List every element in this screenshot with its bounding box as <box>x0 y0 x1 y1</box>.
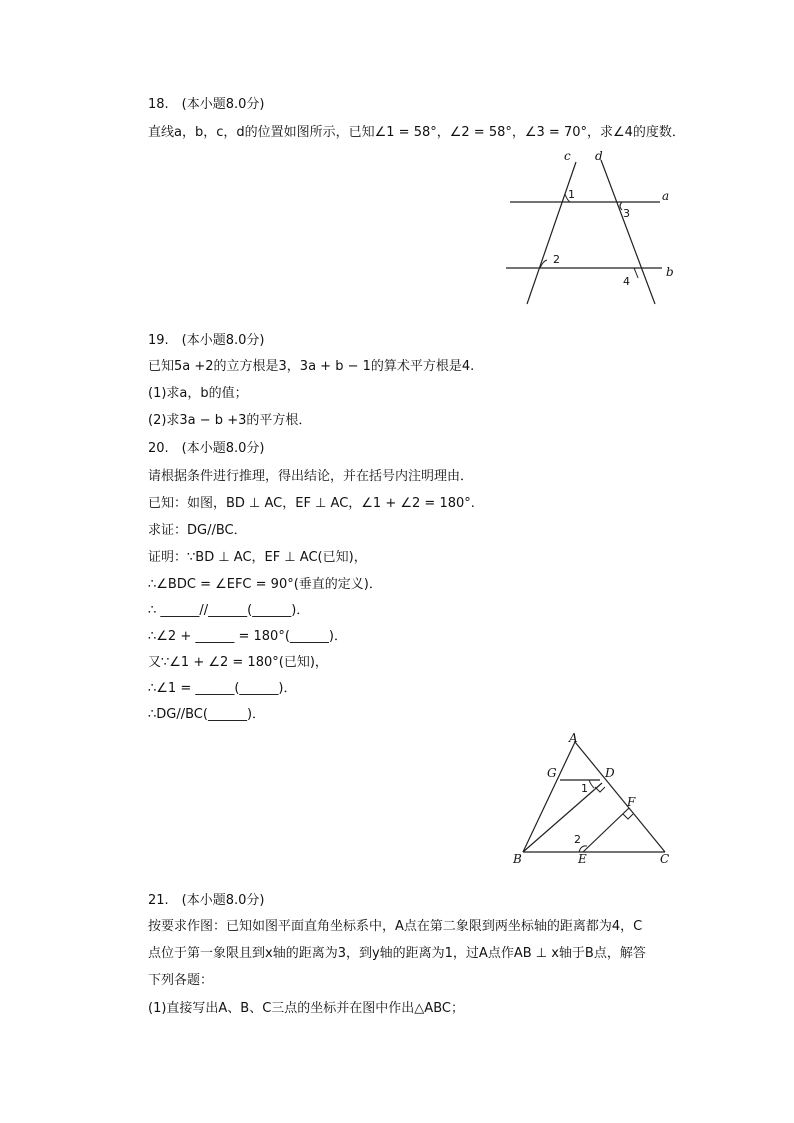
q19-line-2: (1)求a，b的值； <box>148 386 248 401</box>
angle-1-label: 1 <box>568 188 575 201</box>
vertex-b: B <box>513 852 522 866</box>
side-ab <box>523 742 575 852</box>
vertex-d: D <box>605 766 615 780</box>
angle-4-label: 4 <box>623 275 630 288</box>
vertex-g: G <box>547 766 557 780</box>
angle-3-arc <box>620 202 622 210</box>
q18-header: 18. (本小题8.0分) <box>148 97 265 112</box>
q20-line-8: 又∵∠1 + ∠2 = 180°(已知)， <box>148 655 328 670</box>
vertex-c: C <box>660 852 670 866</box>
q21-line-2: 点位于第一象限且到x轴的距离为3，到y轴的距离为1，过A点作AB ⊥ x轴于B点，解答 <box>148 946 646 961</box>
right-angle-f <box>623 814 633 819</box>
label-d: d <box>595 149 603 163</box>
segment-bd <box>523 783 602 852</box>
vertex-e: E <box>578 852 587 866</box>
q18-text: 直线a，b，c，d的位置如图所示，已知∠1 = 58°，∠2 = 58°，∠3 = 70°，求∠4的度数． <box>148 125 685 140</box>
q21-line-3: 下列各题： <box>148 973 214 988</box>
q20-line-2: 已知：如图，BD ⊥ AC，EF ⊥ AC，∠1 + ∠2 = 180°. <box>148 496 475 511</box>
angle-1-label: 1 <box>581 782 588 795</box>
label-b: b <box>666 265 674 279</box>
angle-2-label: 2 <box>574 833 581 846</box>
q20-line-3: 求证：DG//BC． <box>148 523 247 538</box>
side-ac <box>575 742 665 852</box>
label-a: a <box>662 189 670 203</box>
q19-line-3: (2)求3a − b +3的平方根． <box>148 413 312 428</box>
q21-header: 21. (本小题8.0分) <box>148 893 265 908</box>
line-c <box>527 162 576 304</box>
label-c: c <box>564 149 571 163</box>
angle-2-label: 2 <box>553 253 560 266</box>
q20-line-7: ∴∠2 + ______ = 180°(______)． <box>148 629 347 644</box>
q20-figure <box>505 728 685 868</box>
vertex-f: F <box>627 795 636 809</box>
segment-ef <box>583 808 629 852</box>
q20-line-4: 证明：∵BD ⊥ AC，EF ⊥ AC(已知)， <box>148 550 367 565</box>
q20-line-5: ∴∠BDC = ∠EFC = 90°(垂直的定义)． <box>148 577 382 592</box>
q19-line-1: 已知5a +2的立方根是3，3a + b − 1的算术平方根是4. <box>148 359 475 374</box>
q20-line-6: ∴ ______//______(______)． <box>148 603 310 618</box>
q20-line-1: 请根据条件进行推理，得出结论，并在括号内注明理由． <box>148 469 474 484</box>
q19-header: 19. (本小题8.0分) <box>148 333 265 348</box>
angle-4-arc <box>634 268 638 278</box>
q20-line-9: ∴∠1 = ______(______)． <box>148 681 297 696</box>
q20-header: 20. (本小题8.0分) <box>148 441 265 456</box>
q21-line-1: 按要求作图：已知如图平面直角坐标系中，A点在第二象限到两坐标轴的距离都为4，C <box>148 919 643 934</box>
vertex-a: A <box>569 731 578 745</box>
q20-line-10: ∴DG//BC(______)． <box>148 707 266 722</box>
angle-1-arc <box>589 780 594 788</box>
q18-figure <box>500 148 680 308</box>
q21-line-4: (1)直接写出A、B、C三点的坐标并在图中作出△ABC； <box>148 1001 464 1016</box>
angle-3-label: 3 <box>623 207 630 220</box>
